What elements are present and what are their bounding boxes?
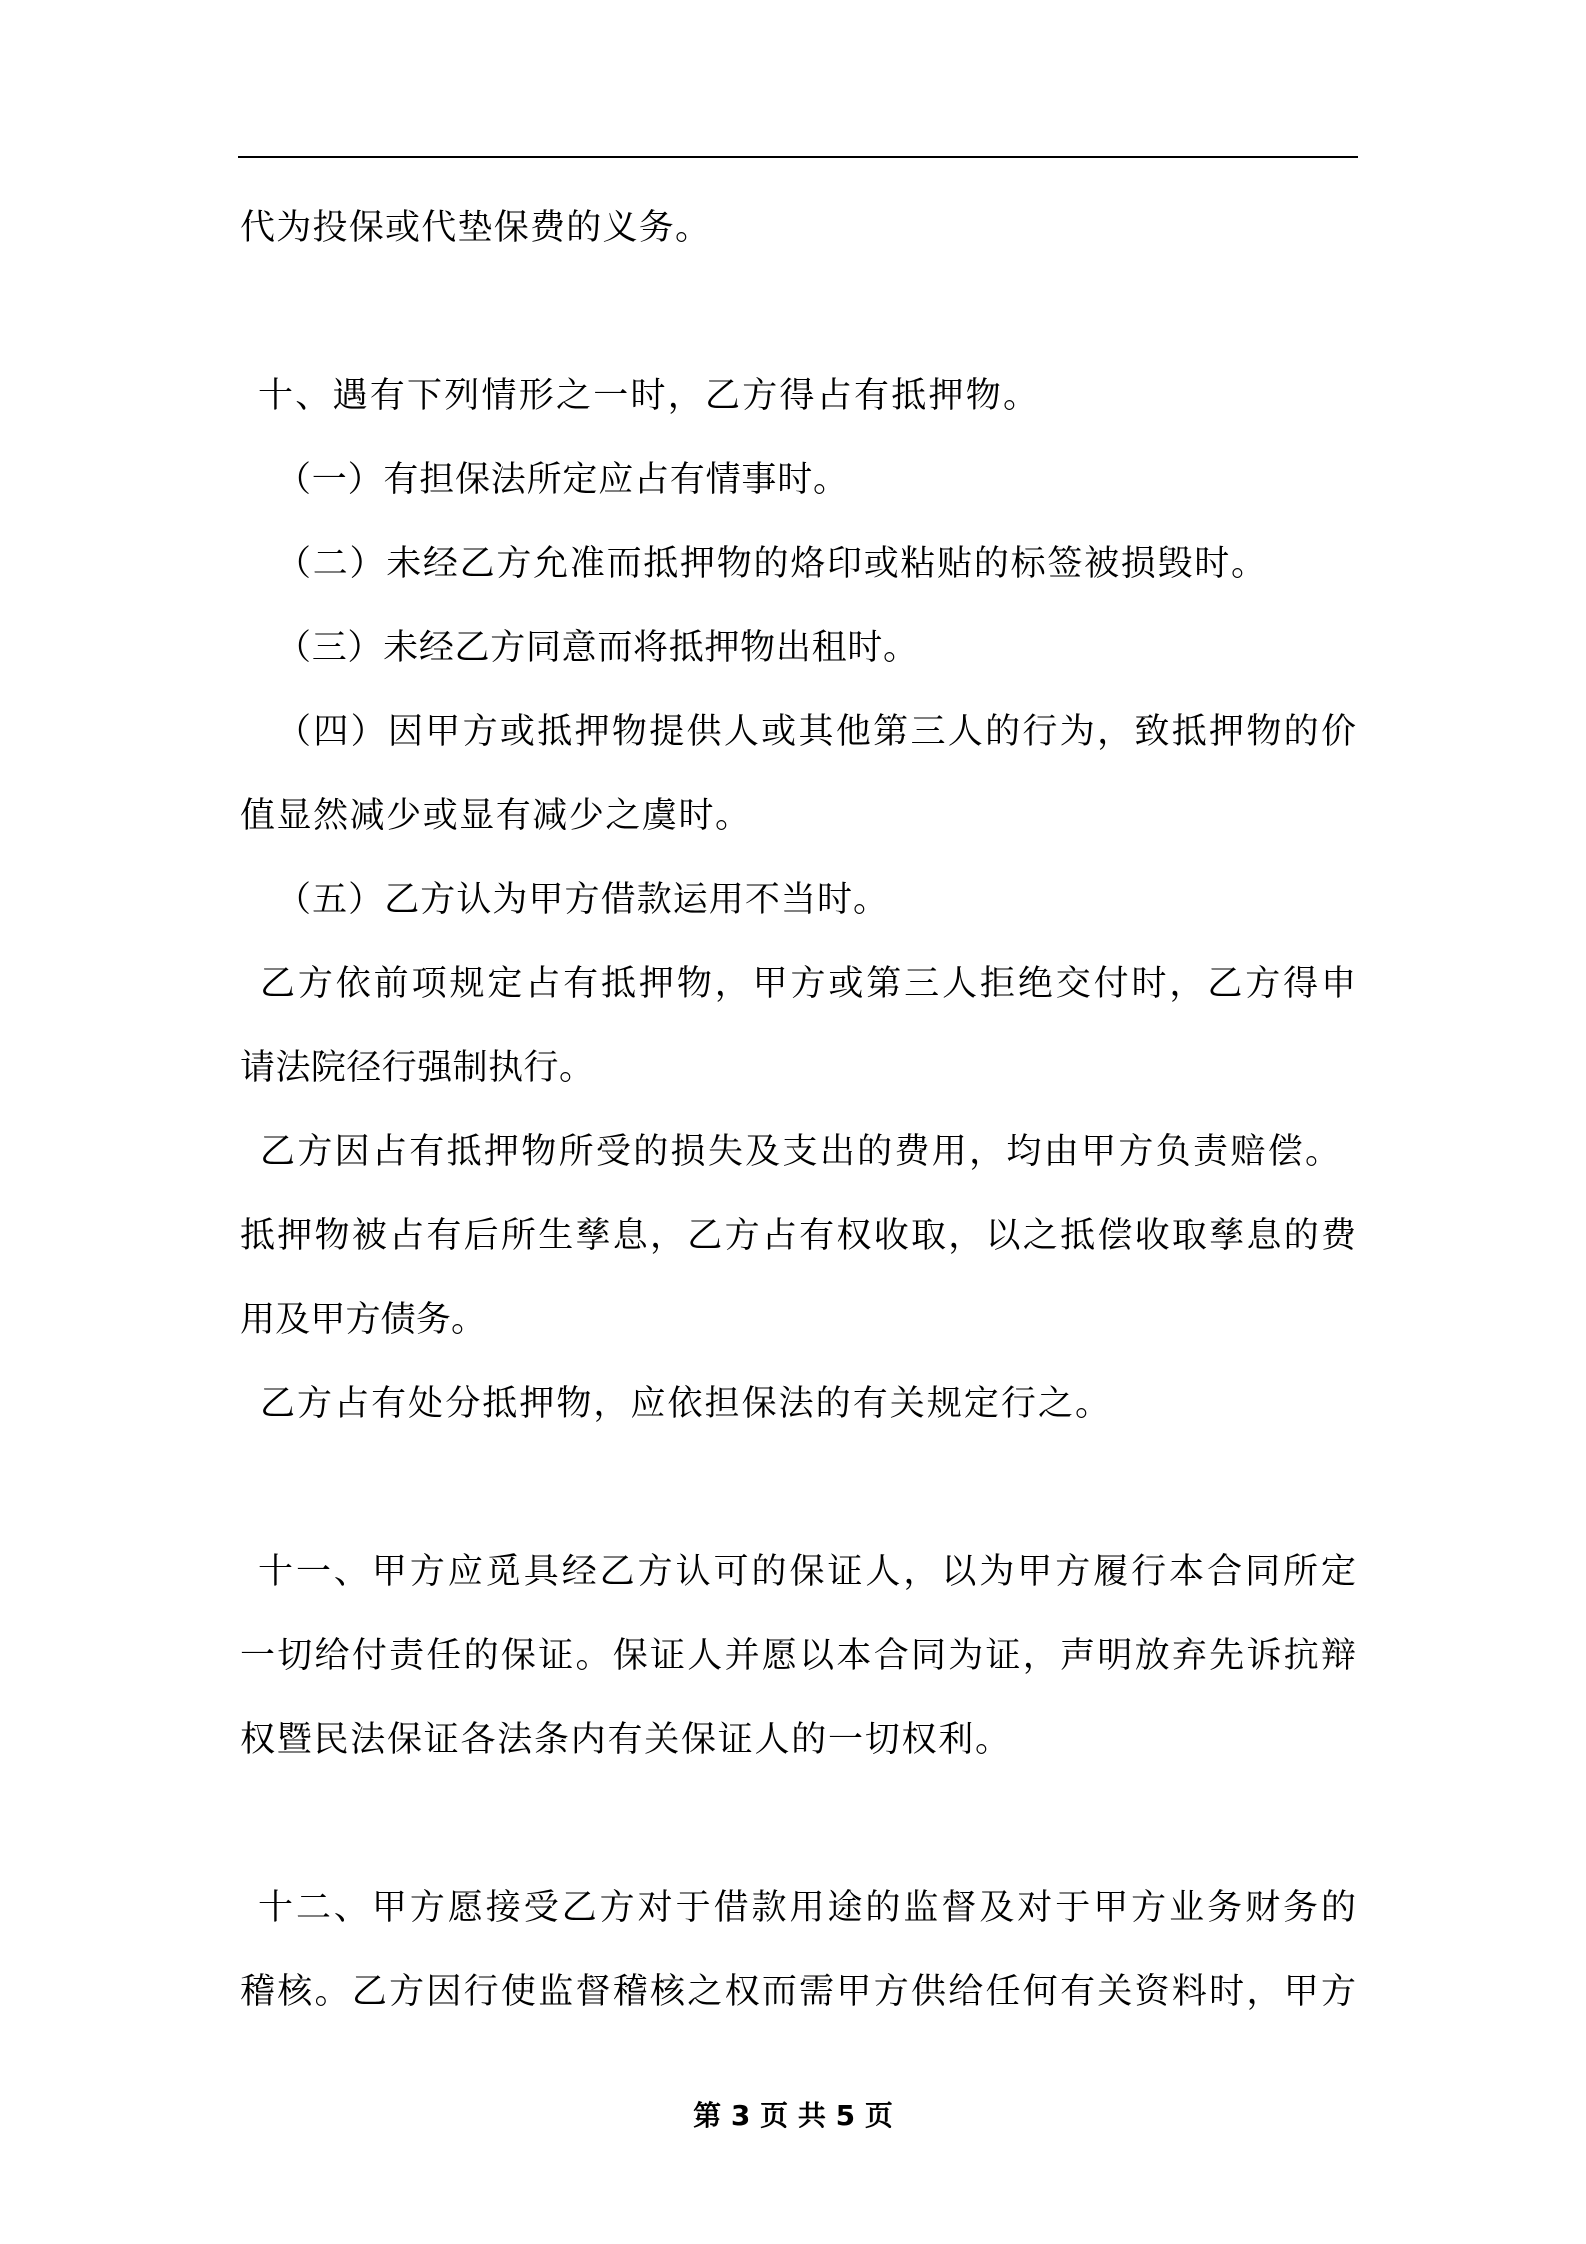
text-line: 权暨民法保证各法条内有关保证人的一切权利。 (240, 1720, 1012, 1760)
text-line: （四）因甲方或抵押物提供人或其他第三人的行为，致抵押物的价 (276, 712, 1359, 752)
text-line: （三）未经乙方同意而将抵押物出租时。 (276, 628, 919, 668)
text-line: 稽核。乙方因行使监督稽核之权而需甲方供给任何有关资料时，甲方 (240, 1972, 1359, 2012)
text-line: 请法院径行强制执行。 (240, 1048, 595, 1088)
text-line: 抵押物被占有后所生孳息，乙方占有权收取，以之抵偿收取孳息的费 (240, 1216, 1359, 1256)
text-line: 乙方因占有抵押物所受的损失及支出的费用，均由甲方负责赔偿。 (260, 1132, 1343, 1172)
clause-11-heading: 十一、甲方应觅具经乙方认可的保证人，以为甲方履行本合同所定 (258, 1552, 1359, 1592)
text-line: 一切给付责任的保证。保证人并愿以本合同为证，声明放弃先诉抗辩 (240, 1636, 1359, 1676)
text-line: 乙方占有处分抵押物，应依担保法的有关规定行之。 (260, 1384, 1113, 1424)
header-rule (238, 156, 1358, 158)
text-line: 乙方依前项规定占有抵押物，甲方或第三人拒绝交付时，乙方得申 (260, 964, 1359, 1004)
clause-10-heading: 十、遇有下列情形之一时，乙方得占有抵押物。 (258, 376, 1041, 416)
text-line: 值显然减少或显有减少之虞时。 (240, 796, 752, 836)
text-line: （一）有担保法所定应占有情事时。 (276, 460, 849, 500)
text-line: 代为投保或代垫保费的义务。 (240, 208, 712, 248)
page-number: 第 3 页 共 5 页 (693, 2099, 893, 2132)
text-line: 用及甲方债务。 (240, 1300, 487, 1340)
text-line: （二）未经乙方允准而抵押物的烙印或粘贴的标签被损毁时。 (276, 544, 1268, 584)
text-line: （五）乙方认为甲方借款运用不当时。 (276, 880, 890, 920)
clause-12-heading: 十二、甲方愿接受乙方对于借款用途的监督及对于甲方业务财务的 (258, 1888, 1359, 1928)
